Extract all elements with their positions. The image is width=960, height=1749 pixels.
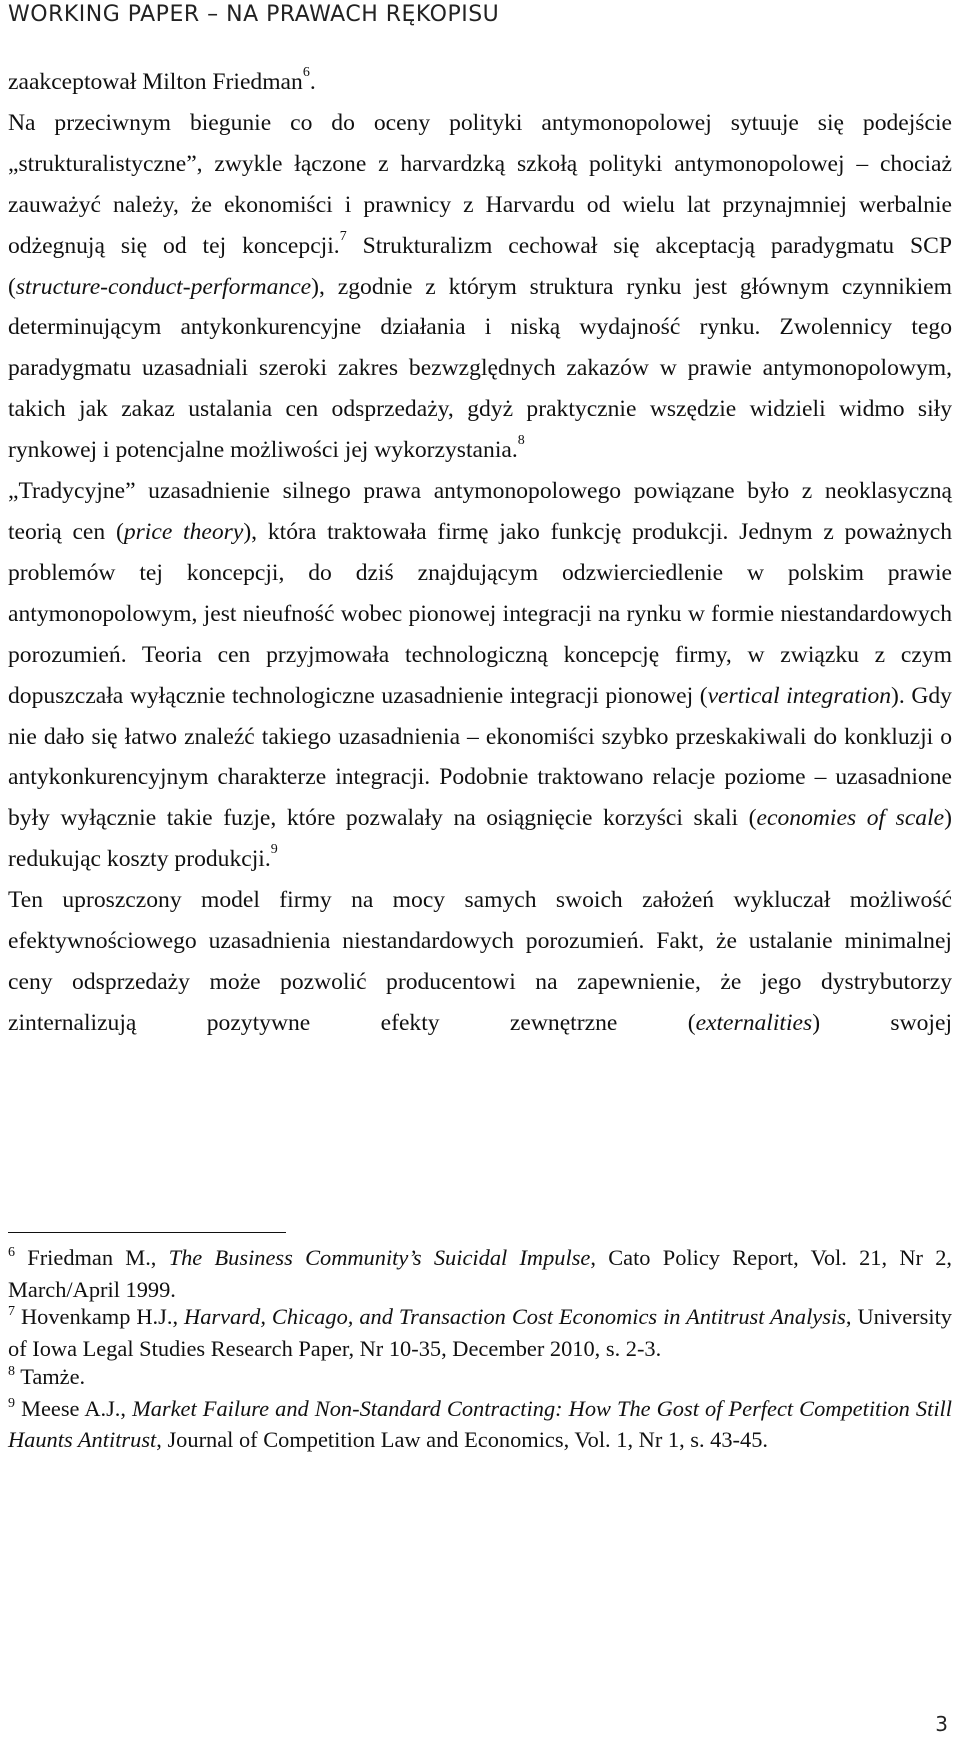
- main-text: [8, 62, 952, 1044]
- text-span: Strukturalizm cechował się akceptacją paradygmatu SCP (: [8, 232, 952, 300]
- paragraph-3: [8, 471, 952, 880]
- text-span: ) redukując koszty produkcji.: [8, 805, 952, 873]
- text-span: „Tradycyjne” uzasadnienie silnego prawa antymonopolowego powiązane było z neoklasyczną teorią cen (: [8, 478, 952, 545]
- text-span: Meese A.J.,: [21, 1395, 133, 1421]
- footnote-ref-6[interactable]: 6: [302, 65, 310, 81]
- running-header: WORKING PAPER – NA PRAWACH RĘKOPISU: [8, 2, 500, 27]
- footnote-number: 8: [8, 1363, 15, 1379]
- footnote-6: [8, 1244, 952, 1303]
- text-span: ). Gdy nie dało się łatwo znaleźć takiego uzasadnienia – ekonomiści szybko przeskakiwali do konkluzji o antykonkurencyjnym charakterze integracji. Podobnie traktowano relacje poziome – uzasadnione były wyłącznie takie fuzje, które pozwalały na osiągnięcie korzyści skali (: [8, 682, 952, 832]
- text-span: Ten uproszczony model firmy na mocy samych swoich założeń wykluczał możliwość efektywnościowego uzasadnienia niestandardowych porozumień. Fakt, że ustalanie minimalnej ceny odsprzedaży może pozwolić producentowi na zapewnienie, że jego dystrybutorzy zinternalizują pozytywne efekty zewnętrzne (: [8, 887, 952, 1036]
- text-span: Hovenkamp H.J.,: [20, 1304, 185, 1330]
- italic-term: price theory: [123, 518, 244, 545]
- italic-title: Harvard, Chicago, and Transaction Cost Economics in Antitrust Analysis: [184, 1304, 846, 1330]
- italic-term: structure-conduct-performance: [15, 273, 312, 300]
- text-span: ) swojej: [812, 1009, 953, 1036]
- footnote-9: [8, 1395, 952, 1454]
- footnote-ref-8[interactable]: 8: [517, 433, 525, 449]
- text-span: zaakceptował Milton Friedman: [8, 69, 303, 95]
- text-span: Na przeciwnym biegunie co do oceny polityki antymonopolowej sytuuje się podejście „strukturalistyczne”, zwykle łączone z harvardzką szkołą polityki antymonopolowej – chociaż zauważyć należy, że ekonomiści i prawnicy z Harvardu od wielu lat przynajmniej werbalnie odżegnują się od tej koncepcji.: [8, 109, 952, 259]
- footnote-8: [8, 1363, 952, 1395]
- text-span: ), zgodnie z którym struktura rynku jest głównym czynnikiem determinującym antykonkurencyjne działania i niską wydajność rynku. Zwolennicy tego paradygmatu uzasadniali szeroki zakres bezwzględnych zakazów w prawie antymonopolowym, takich jak zakaz ustalania cen odsprzedaży, gdyż praktycznie wszędzie widzieli widmo siły rynkowej i potencjalne możliwości jej wykorzystania.: [8, 273, 952, 464]
- footnote-number: 7: [8, 1304, 15, 1320]
- footnote-number: 9: [8, 1395, 15, 1411]
- text-span: , Cato Policy Report, Vol. 21, Nr 2, March/April 1999.: [8, 1245, 952, 1302]
- text-span: Friedman M.,: [27, 1245, 169, 1270]
- text-span: Tamże.: [20, 1363, 86, 1389]
- text-span: , Journal of Competition Law and Economics, Vol. 1, Nr 1, s. 43-45.: [156, 1427, 769, 1453]
- footnotes: [8, 1244, 952, 1454]
- paragraph-2: [8, 103, 952, 471]
- italic-term: externalities: [695, 1009, 813, 1036]
- footnote-number: 6: [8, 1245, 15, 1260]
- paragraph-4: [8, 880, 952, 1044]
- page-number: 3: [935, 1712, 948, 1736]
- italic-title: Market Failure and Non-Standard Contracting: How The Gost of Perfect Competition Still Haunts Antitrust: [8, 1395, 953, 1453]
- italic-term: economies of scale: [756, 805, 945, 832]
- italic-term: vertical integration: [707, 682, 892, 709]
- footnote-7: [8, 1303, 952, 1362]
- text-span: ), która traktowała firmę jako funkcję produkcji. Jednym z poważnych problemów tej koncepcji, do dziś znajdującym odzwierciedlenie w polskim prawie antymonopolowym, jest nieufność wobec pionowej integracji na rynku w formie niestandardowych porozumień. Teoria cen przyjmowała technologiczną koncepcję firmy, w związku z czym dopuszczała wyłącznie technologiczne uzasadnienie integracji pionowej (: [8, 518, 952, 709]
- footnote-separator: [8, 1232, 286, 1233]
- paragraph-1: [8, 62, 952, 103]
- text-span: , University of Iowa Legal Studies Research Paper, Nr 10-35, December 2010, s. 2-3.: [8, 1304, 952, 1362]
- footnote-ref-9[interactable]: 9: [270, 842, 278, 858]
- text-span: .: [309, 69, 316, 95]
- italic-title: The Business Community’s Suicidal Impulse: [168, 1245, 591, 1270]
- footnote-ref-7[interactable]: 7: [339, 228, 347, 244]
